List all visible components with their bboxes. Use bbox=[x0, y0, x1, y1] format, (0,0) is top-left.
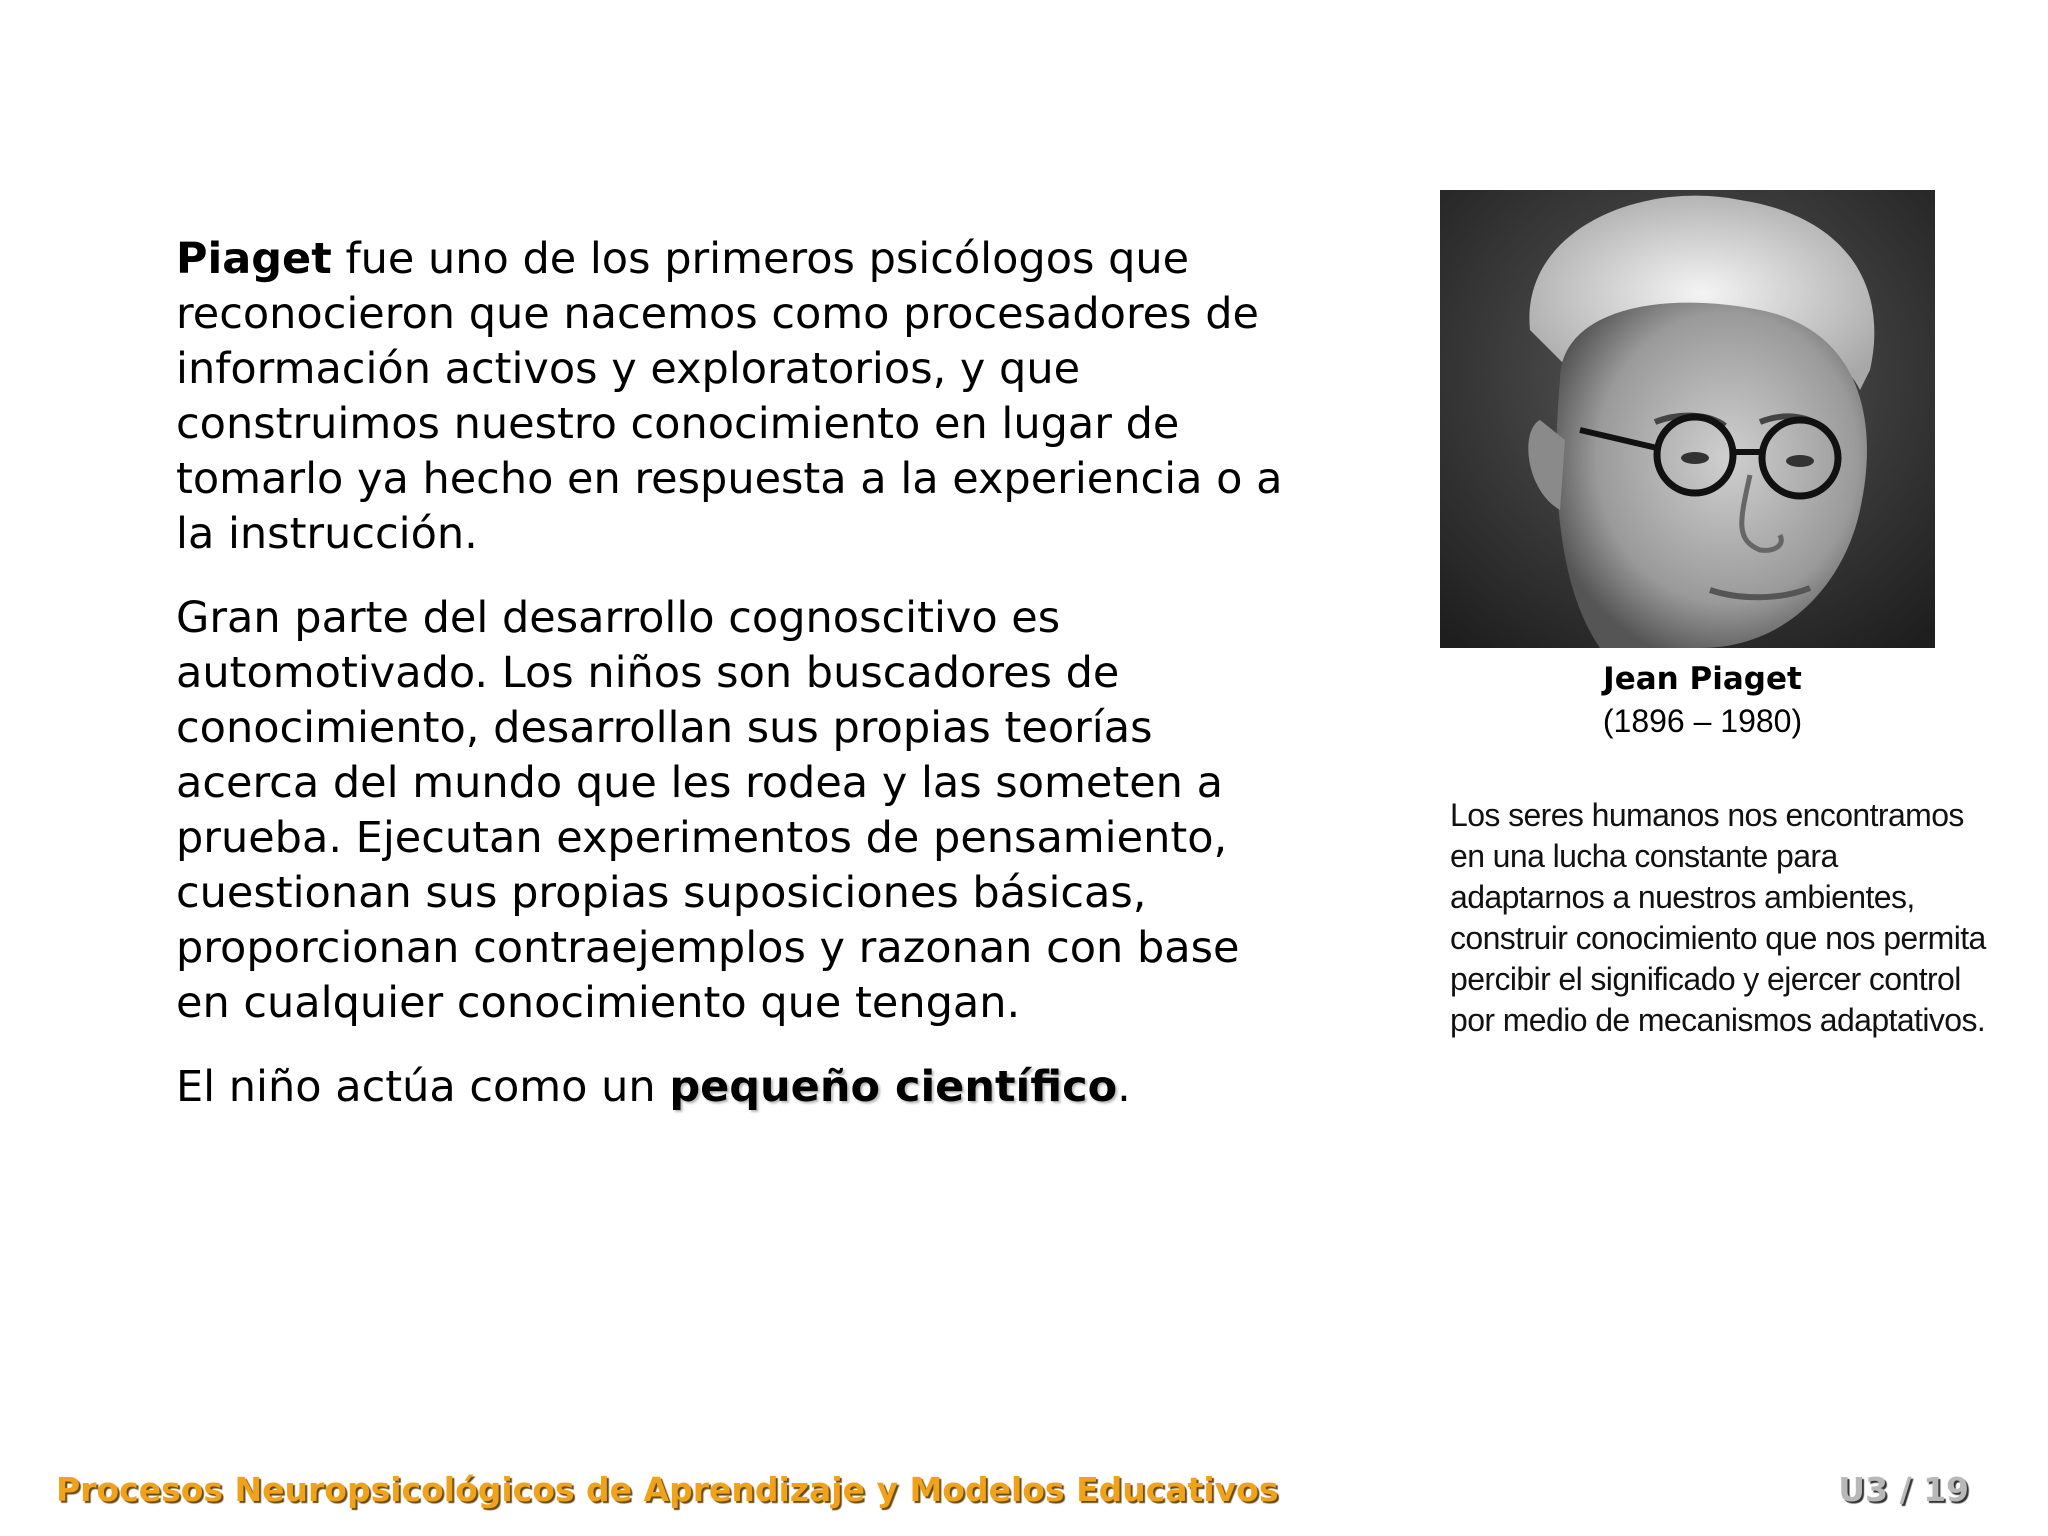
paragraph-1 bbox=[176, 232, 1296, 562]
paragraph-3-start: El niño actúa como un bbox=[176, 1062, 670, 1112]
paragraph-2: Gran parte del desarrollo cognoscitivo es automotivado. Los niños son buscadores de conocimiento, desarrollan sus propias teorías acerca del mundo que les rodea y las someten a prueba. Ejecutan experimentos de pensamiento, cuestionan sus propias suposiciones básicas, proporcionan contraejemplos y razonan con base en cualquier conocimiento que tengan. bbox=[176, 593, 1240, 1028]
portrait-caption bbox=[1440, 658, 1965, 742]
footer-course-title: Procesos Neuropsicológicos de Aprendizaje y Modelos Educativos bbox=[56, 1470, 1279, 1509]
caption-years: (1896 – 1980) bbox=[1602, 703, 1803, 739]
quote-text: Los seres humanos nos encontramos en una lucha constante para adaptarnos a nuestros ambientes, construir conocimiento que nos permita percibir el significado y ejercer control por medio de mecanismos adaptativos. bbox=[1450, 797, 1986, 1038]
main-text bbox=[176, 232, 1296, 1144]
footer-page-number: U3 / 19 bbox=[1838, 1470, 1969, 1509]
portrait-photo bbox=[1440, 190, 1935, 648]
paragraph-1-text: fue uno de los primeros psicólogos que reconocieron que nacemos como procesadores de información activos y exploratorios, y que construimos nuestro conocimiento en lugar de tomarlo ya hecho en respuesta a la experiencia o a la instrucción. bbox=[176, 234, 1283, 559]
caption-name: Jean Piaget bbox=[1603, 661, 1802, 697]
piaget-bold: Piaget bbox=[176, 234, 332, 284]
pequeno-cientifico-emphasis: pequeño científico bbox=[669, 1062, 1118, 1112]
portrait-illustration bbox=[1440, 190, 1935, 648]
paragraph-3 bbox=[176, 1060, 1296, 1115]
paragraph-3-end: . bbox=[1117, 1062, 1131, 1112]
